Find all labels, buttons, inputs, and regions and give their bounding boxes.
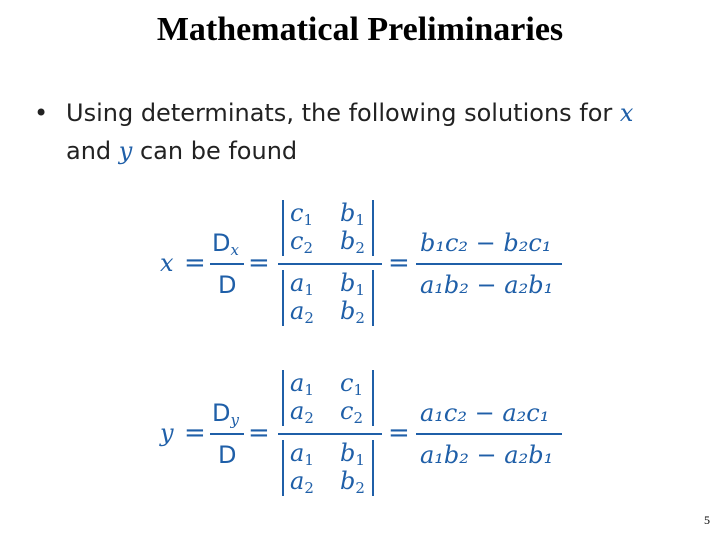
equation-x-result-den: a₁b₂ − a₂b₁: [420, 271, 554, 299]
bullet-text-part1: Using determinats, the following solutions for: [66, 99, 620, 127]
equation-x-frac-den: D: [218, 271, 237, 299]
det-x-den-r2c1: $a_2$: [290, 297, 314, 327]
det-y-num-r1c2: $c_1$: [340, 369, 363, 399]
det-y-num-r1c1: $a_1$: [290, 369, 314, 399]
bullet-text: [66, 94, 696, 170]
equation-x-frac-num: $D_x$: [212, 229, 239, 259]
equation-x-lhs: x: [160, 249, 174, 277]
equation-y: [0, 366, 720, 536]
det-x-den-right-bar: [372, 270, 374, 326]
det-x-den-r2c2: $b_2$: [340, 297, 365, 327]
equation-y-result-bar: [416, 433, 562, 435]
det-x-den-r1c1: $a_1$: [290, 269, 314, 299]
equation-y-result-num: a₁c₂ − a₂c₁: [420, 399, 550, 427]
equation-y-equals-1: =: [184, 418, 206, 448]
det-y-frac-bar: [278, 433, 382, 435]
det-y-num-r2c1: $a_2$: [290, 397, 314, 427]
equation-y-result-den: a₁b₂ − a₂b₁: [420, 441, 554, 469]
bullet-var-x: x: [619, 99, 634, 127]
det-x-num-r1c1: $c_1$: [290, 199, 313, 229]
equation-x: [0, 196, 720, 366]
bullet-text-part2: can be found: [132, 137, 298, 165]
det-x-num-r1c2: $b_1$: [340, 199, 365, 229]
equation-x-result-bar: [416, 263, 562, 265]
bullet-var-y: y: [118, 137, 133, 165]
bullet-marker: •: [34, 99, 49, 127]
det-x-num-left-bar: [282, 200, 284, 256]
equation-x-equals-2: =: [248, 248, 270, 278]
det-x-num-r2c2: $b_2$: [340, 227, 365, 257]
equation-x-result-num: b₁c₂ − b₂c₁: [420, 229, 552, 257]
equation-y-lhs: y: [160, 419, 174, 447]
det-y-den-r1c1: $a_1$: [290, 439, 314, 469]
bullet-text-and: and: [66, 137, 119, 165]
equation-y-frac-den: D: [218, 441, 237, 469]
det-x-den-left-bar: [282, 270, 284, 326]
det-x-frac-bar: [278, 263, 382, 265]
equation-y-frac-bar: [210, 433, 244, 435]
equation-y-equals-3: =: [388, 418, 410, 448]
slide-number: 5: [704, 513, 710, 527]
det-y-num-r2c2: $c_2$: [340, 397, 363, 427]
det-y-den-r2c2: $b_2$: [340, 467, 365, 497]
equation-y-equals-2: =: [248, 418, 270, 448]
det-y-den-r1c2: $b_1$: [340, 439, 365, 469]
slide-title: Mathematical Preliminaries: [156, 11, 564, 48]
det-y-den-r2c1: $a_2$: [290, 467, 314, 497]
equation-x-frac-bar: [210, 263, 244, 265]
equation-x-equals-3: =: [388, 248, 410, 278]
equation-y-frac-num: $D_y$: [212, 399, 239, 429]
det-y-den-left-bar: [282, 440, 284, 496]
det-x-den-r1c2: $b_1$: [340, 269, 365, 299]
det-x-num-r2c1: $c_2$: [290, 227, 313, 257]
det-y-num-right-bar: [372, 370, 374, 426]
det-y-den-right-bar: [372, 440, 374, 496]
det-y-num-left-bar: [282, 370, 284, 426]
det-x-num-right-bar: [372, 200, 374, 256]
equation-x-equals-1: =: [184, 248, 206, 278]
